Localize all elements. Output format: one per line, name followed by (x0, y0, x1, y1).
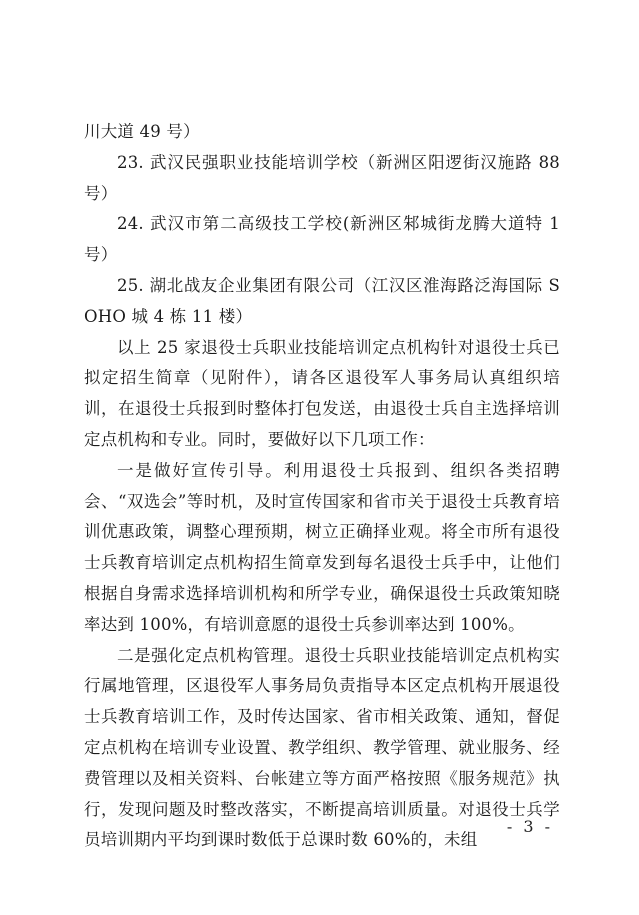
page-number: - 3 - (506, 817, 553, 836)
paragraph-management: 二是强化定点机构管理。退役士兵职业技能培训定点机构实行属地管理，区退役军人事务局负责指导本区定点机构开展退役士兵教育培训工作，及时传达国家、省市相关政策、通知，督促定点机构在培训专业设置、教学组织、教学管理、就业服务、经费管理以及相关资料、台帐建立等方面严格按照《服务规范》执行，发现问题及时整改落实，不断提高培训质量。对退役士兵学员培训期内平均到课时数低于总课时数 60%的，未组 (84, 645, 560, 850)
list-item-23: 23. 武汉民强职业技能培训学校（新洲区阳逻街汉施路 88 号） (84, 152, 560, 203)
paragraph-address-continuation: 川大道 49 号） (84, 122, 200, 141)
paragraph-summary: 以上 25 家退役士兵职业技能培训定点机构针对退役士兵已拟定招生简章（见附件），请各区退役军人事务局认真组织培训，在退役士兵报到时整体打包发送，由退役士兵自主选择培训定点机构和专业。同时，要做好以下几项工作： (84, 337, 560, 449)
document-body (84, 117, 560, 856)
list-item-25: 25. 湖北战友企业集团有限公司（江汉区淮海路泛海国际 SOHO 城 4 栋 11 楼） (84, 275, 560, 326)
list-item-24: 24. 武汉市第二高级技工学校(新洲区邾城街龙腾大道特 1 号） (84, 214, 560, 265)
paragraph-publicity: 一是做好宣传引导。利用退役士兵报到、组织各类招聘会、“双选会”等时机，及时宣传国家和省市关于退役士兵教育培训优惠政策，调整心理预期，树立正确择业观。将全市所有退役士兵教育培训定点机构招生简章发到每名退役士兵手中，让他们根据自身需求选择培训机构和所学专业，确保退役士兵政策知晓率达到 100%，有培训意愿的退役士兵参训率达到 100%。 (84, 460, 560, 634)
